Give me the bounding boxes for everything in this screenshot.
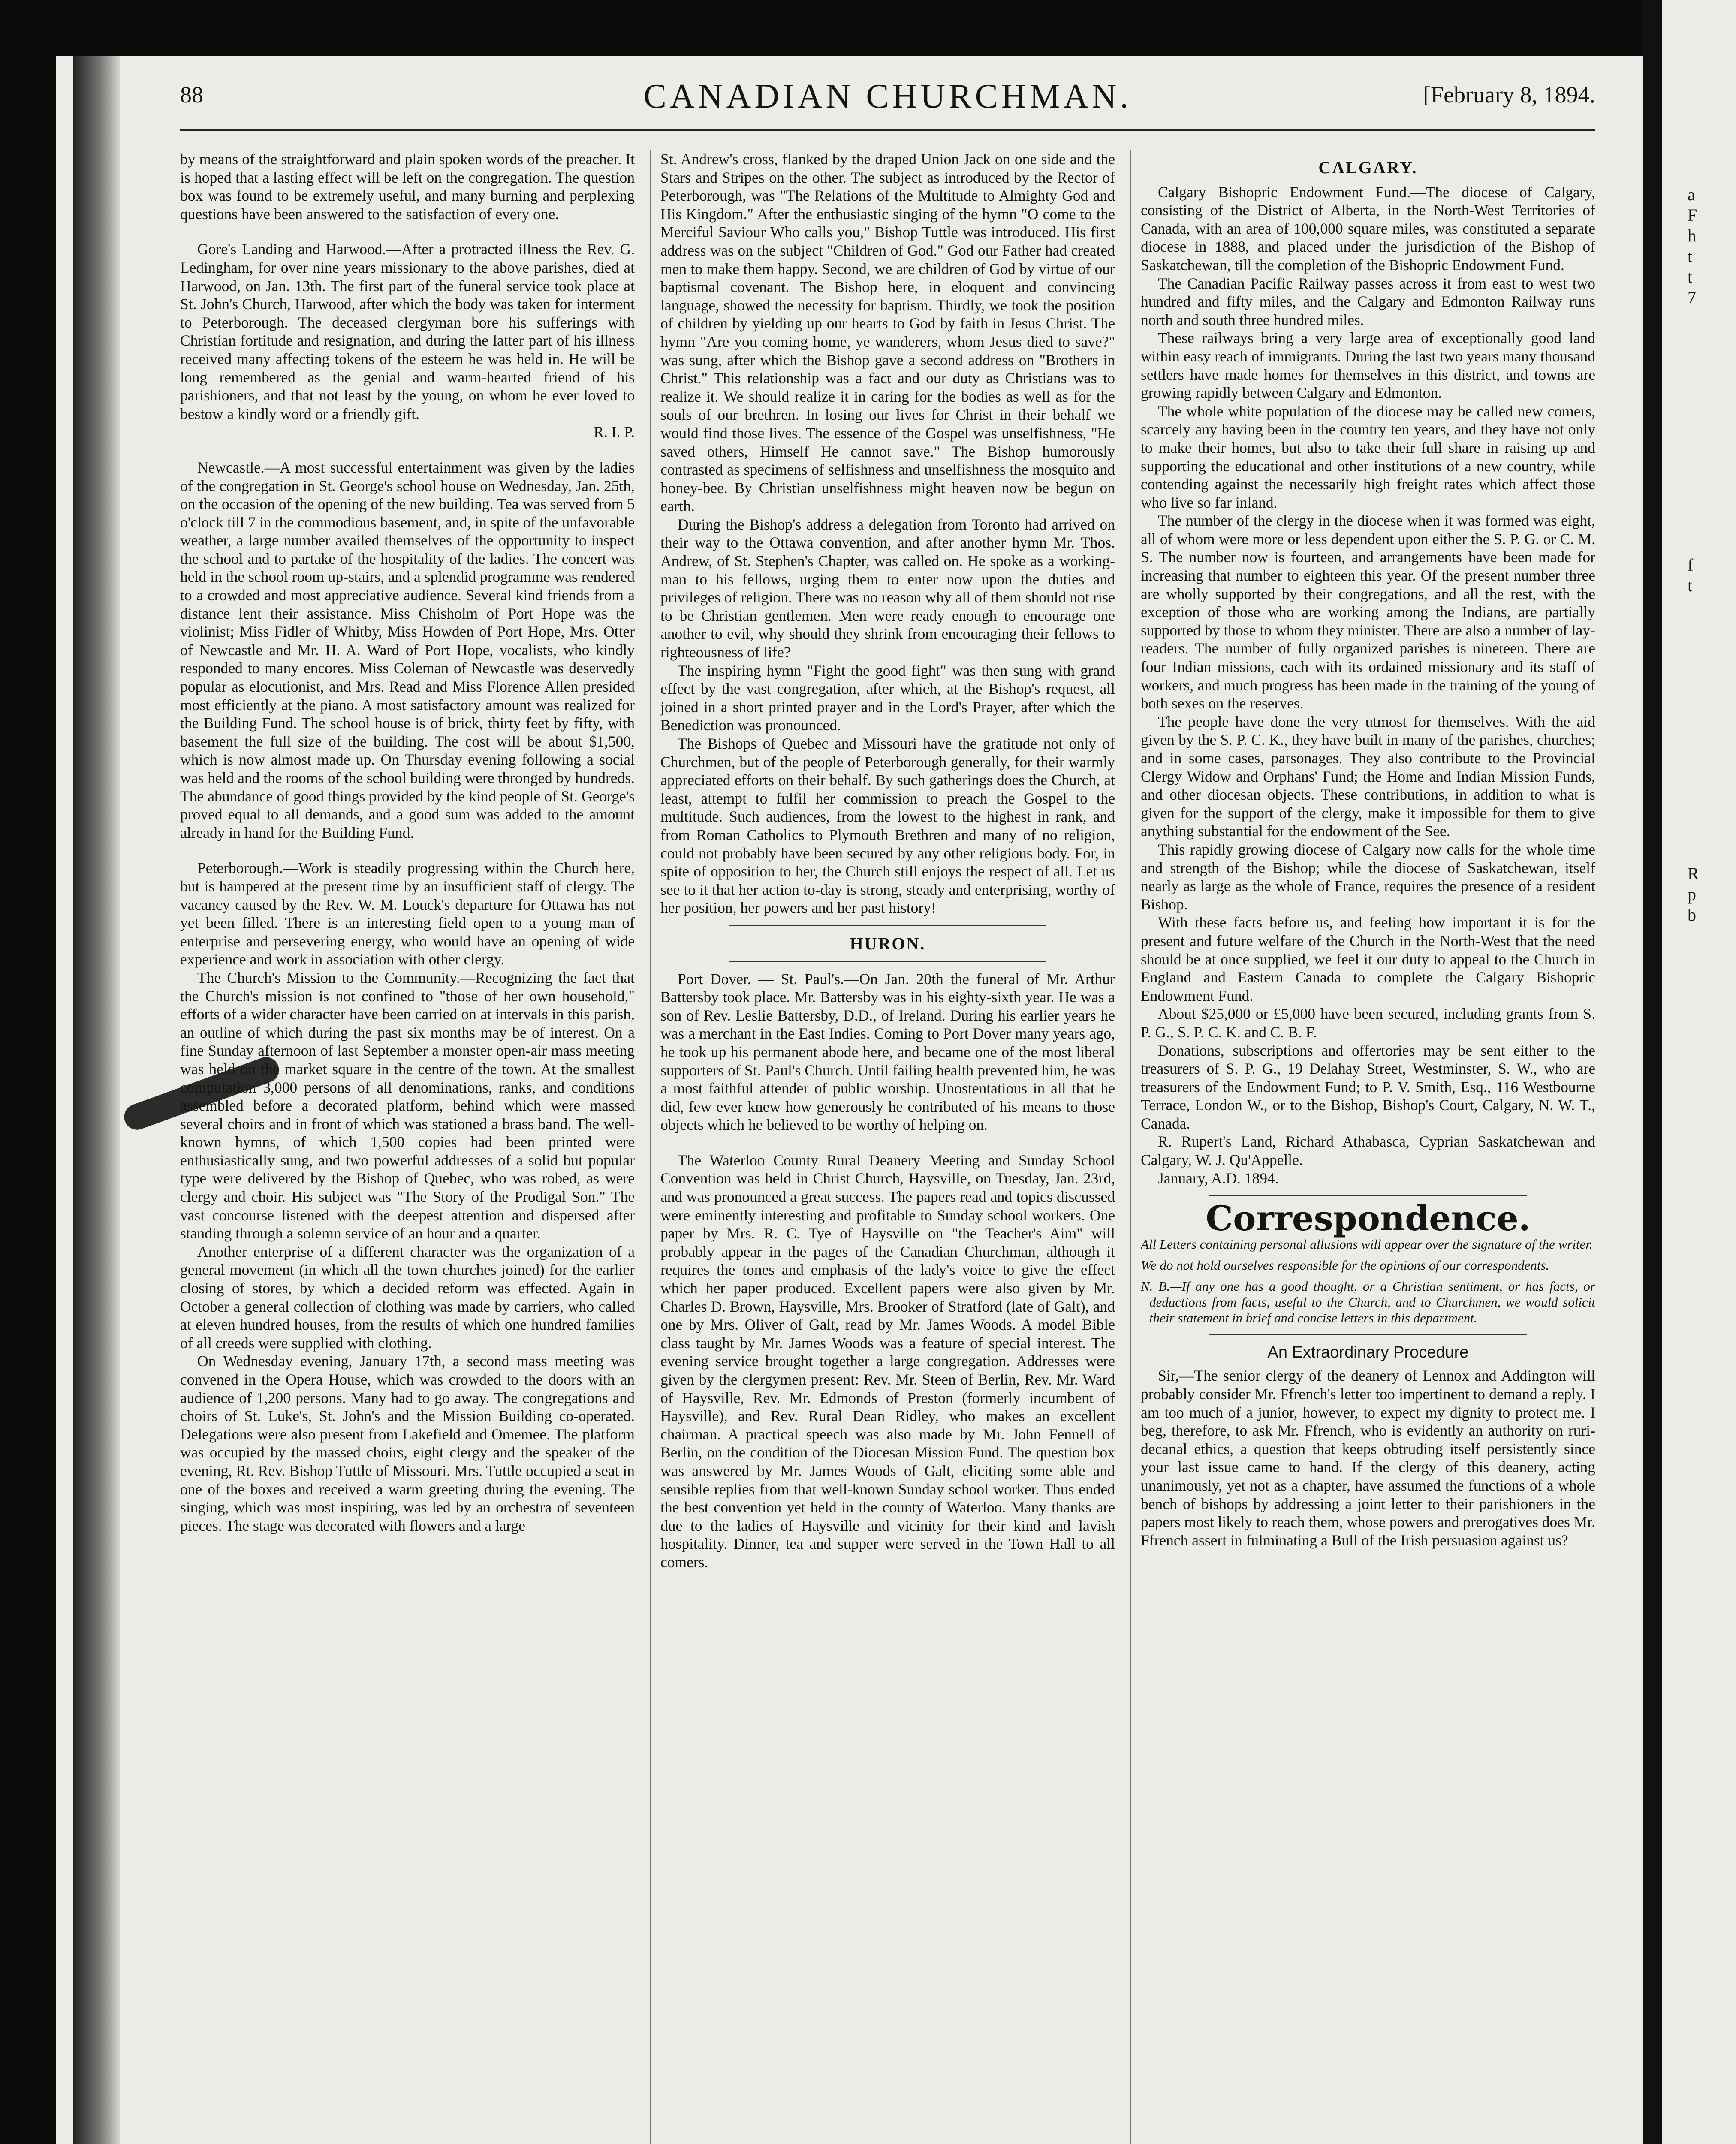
paragraph: The Canadian Pacific Railway passes across it from east to west two hundred and fifty miles, and the Calgary and Edmonton Railway runs north and south three hundred miles. xyxy=(1141,274,1595,328)
paragraph: by means of the straightforward and plain spoken words of the preacher. It is hoped that a lasting effect will be left on the congregation. The question box was found to be extremely useful, and many burning and perplexing questions have been answered to the satisfaction of every one. xyxy=(180,151,635,223)
paragraph: St. Andrew's cross, flanked by the draped Union Jack on one side and the Stars and Stripes on the other. The subject as introduced by the Rector of Peterborough, was "The Relations of the Multitude to Almighty God and His Kingdom." After the enthusiastic singing of the hymn "O come to the Merciful Saviour Who calls you," Bishop Tuttle was introduced. His first address was on the subject "Children of God." God our Father had created men to make them happy. Second, we are children of God by virtue of our baptismal covenant. The Bishop here, in eloquent and convincing language, showed the necessity for baptism. Thirdly, we took the position of children by yielding up our hearts to God by faith in Jesus Christ. The hymn "Are you coming home, ye wanderers, whom Jesus died to save?" was sung, after which the Bishop gave a second address on "Brothers in Christ." This relationship was a fact and our duty as Christians was to realize it. We should realize it in caring for the bodies as well as for the souls of our brethren. In losing our lives for Christ in their behalf we would find those lives. The essence of the Gospel was unselfishness, "He saved others, Himself He cannot save." The Bishop humorously contrasted as specimens of selfishness and unselfishness the mosquito and honey-bee. By Christian unselfishness might heaven now be begun on earth. xyxy=(660,151,1115,515)
article-gores-landing: Gore's Landing and Harwood.—After a protracted illness the Rev. G. Ledingham, for over nine years missionary to the above parishes, died at Harwood, on Jan. 13th. The first part of the funeral service took place at St. John's Church, Harwood, after which the body was taken for interment to Peterborough. The deceased clergyman bore his sufferings with Christian fortitude and resignation, and during the latter part of his illness received many affecting tokens of the esteem he was held in. He will be long remembered as the genial and warm-hearted friend of his parishioners, and that not least by the young, on whom he ever loved to bestow a kindly word or a friendly gift. xyxy=(180,241,635,422)
column-middle xyxy=(660,150,1115,2144)
section-heading-calgary: CALGARY. xyxy=(1318,158,1418,177)
notice: N. B.—If any one has a good thought, or a Christian sentiment, or has facts, or deductions from facts, useful to the Church, and to Churchmen, we would solicit their statement in brief and concise letters in this department. xyxy=(1141,1278,1595,1325)
signatories: R. Rupert's Land, Richard Athabasca, Cyprian Saskatchewan and Calgary, W. J. Qu'Appelle. xyxy=(1141,1133,1595,1169)
paragraph: The whole white population of the diocese may be called new comers, scarcely any having been in the country ten years, and they have not only to make their homes, but also to take their full share in raising up and supporting the educational and other institutions of a new country, while contending against the necessarily high freight rates which affect those who live so far inland. xyxy=(1141,402,1595,511)
notice: We do not hold ourselves responsible for the opinions of our correspondents. xyxy=(1141,1257,1549,1273)
page-header xyxy=(180,73,1595,120)
adjacent-page-text: a F h t t 7 f t R p b xyxy=(1688,185,1699,924)
paragraph: With these facts before us, and feeling how important it is for the present and future welfare of the Church in the North-West that the need should be at once supplied, we feel it our duty to appeal to the Church in England and Eastern Canada to complete the Calgary Bishopric Endowment Fund. xyxy=(1141,914,1595,1004)
column-divider xyxy=(650,150,651,2144)
signature: R. I. P. xyxy=(594,423,635,441)
article-peterborough: Peterborough.—Work is steadily progressing within the Church here, but is hampered at the present time by an insufficient staff of clergy. The vacancy caused by the Rev. W. M. Louck's departure for Ottawa has not yet been filled. There is an interesting field open to a young man of enterprise and persevering energy, who would have an opening of wide experience and work in association with other clergy. xyxy=(180,859,635,968)
paragraph: During the Bishop's address a delegation from Toronto had arrived on their way to the Ottawa convention, and after another hymn Mr. Thos. Andrew, of St. Stephen's Chapter, was called on. He spoke as a working-man to his fellows, urging them to enter now upon the duties and privileges of religion. There was no reason why all of them should not rise to be Christian gentlemen. Men were ready enough to encourage one another to evil, why should they shrink from encouraging their fellows to righteousness of life? xyxy=(660,515,1115,661)
paragraph: Donations, subscriptions and offertories may be sent either to the treasurers of S. P. G., 19 Delahay Street, Westminster, S. W., who are treasurers of the Endowment Fund; to P. V. Smith, Esq., 116 Westbourne Terrace, London W., or to the Bishop, Bishop's Court, Calgary, N. W. T., Canada. xyxy=(1141,1042,1595,1132)
dateline: January, A.D. 1894. xyxy=(1158,1169,1279,1187)
paragraph: Another enterprise of a different character was the organization of a general movement (in which all the town churches joined) for the earlier closing of stores, by which a decided reform was effected. Again in October a general collection of clothing was made by carriers, who called at eleven hundred houses, from the results of which one hundred families of all creeds were supplied with clothing. xyxy=(180,1243,635,1352)
binding-gutter xyxy=(73,56,120,2144)
column-right xyxy=(1141,150,1595,2144)
paragraph: The Church's Mission to the Community.—Recognizing the fact that the Church's mission is not confined to "those of her own household," efforts of a wider character have been carried on at intervals in this parish, an outline of which during the past six months may be of interest. On a fine Sunday afternoon of last September a monster open-air mass meeting was held on the market square in the centre of the town. At the smallest computation 3,000 persons of all denominations, ranks, and conditions assembled before a decorated platform, behind which were massed several choirs and in front of which was stationed a brass band. The well-known hymns, of which 1,500 copies had been printed were enthusiastically sung, and two powerful addresses of a solid but popular type were delivered by the Bishop of Quebec, who was robed, as were clergy and choir. His subject was "The Story of the Prodigal Son." The vast concourse listened with the deepest attention and dispersed after standing through a solemn service of an hour and a quarter. xyxy=(180,969,635,1242)
section-rule xyxy=(729,925,1046,926)
paragraph: On Wednesday evening, January 17th, a second mass meeting was convened in the Opera House, which was crowded to the doors with an audience of 1,200 persons. Many had to go away. The congregations and choirs of St. Luke's, St. John's and the Mission Building co-operated. Delegations were also present from Lakefield and Omemee. The platform was occupied by the massed choirs, eight clergy and the speaker of the evening, Rt. Rev. Bishop Tuttle of Missouri. Mrs. Tuttle occupied a seat in one of the boxes and received a warm greeting during the evening. The singing, which was most inspiring, was led by an orchestra of seventeen pieces. The stage was decorated with flowers and a large xyxy=(180,1352,635,1534)
paragraph: Calgary Bishopric Endowment Fund.—The diocese of Calgary, consisting of the District of Alberta, in the North-West Territories of Canada, with an area of 100,000 square miles, was constituted a separate diocese in 1888, and placed under the jurisdiction of the Bishop of Saskatchewan, till the completion of the Bishopric Endowment Fund. xyxy=(1141,183,1595,274)
letter-body: Sir,—The senior clergy of the deanery of Lennox and Addington will probably consider Mr. Ffrench's letter too impertinent to demand a reply. I am too much of a junior, however, to expect my dignity to protect me. I beg, therefore, to ask Mr. Ffrench, who is evidently an authority on ruri-decanal ethics, a question that keeps obtruding itself persistently since your last issue came to hand. If the clergy of this deanery, acting unanimously, yet not as a chapter, have assumed the functions of a whole bench of bishops by addressing a joint letter to their parishioners in the papers most likely to reach them, whose powers and prerogatives does Mr. Ffrench assert in fulminating a Bull of the Irish persuasion against us? xyxy=(1141,1367,1595,1549)
paragraph: These railways bring a very large area of exceptionally good land within easy reach of immigrants. During the last two years many thousand settlers have made homes for themselves in this district, and towns are growing rapidly between Calgary and Edmonton. xyxy=(1141,329,1595,402)
page-edge-shadow xyxy=(1643,0,1662,2144)
paragraph: About $25,000 or £5,000 have been secured, including grants from S. P. G., S. P. C. K. and C. B. F. xyxy=(1141,1005,1595,1041)
header-rule xyxy=(180,129,1595,131)
article-newcastle: Newcastle.—A most successful entertainment was given by the ladies of the congregation in St. George's school house on Wednesday, Jan. 25th, on the occasion of the opening of the new building. Tea was served from 5 o'clock till 7 in the commodious basement, and, in spite of the unfavorable weather, a large number availed themselves of the opportunity to inspect the school and to partake of the hospitality of the ladies. The concert was held in the school room up-stairs, and a splendid programme was rendered to a crowded and most appreciative audience. Several kind friends from a distance lent their assistance. Miss Chisholm of Port Hope was the violinist; Miss Fidler of Whitby, Miss Howden of Port Hope, Mrs. Otter of Newcastle and Mr. H. A. Ward of Port Hope, vocalists, who kindly responded to many encores. Miss Coleman of Newcastle was deservedly popular as elocutionist, and Mrs. Read and Miss Florence Allen presided most efficiently at the piano. A most satisfactory amount was realized for the Building Fund. The school house is of brick, thirty feet by fifty, with basement the full size of the building. The cost will be about $1,500, which is now almost made up. On Thursday evening following a social was held and the rooms of the school building were thronged by hundreds. The abundance of good things provided by the kind people of St. George's proved equal to all demands, and a good sum was added to the amount already in hand for the Building Fund. xyxy=(180,458,635,841)
section-rule xyxy=(729,961,1046,962)
correspondence-heading: Correspondence. xyxy=(1206,1198,1531,1239)
section-rule xyxy=(1209,1334,1527,1335)
page-number: 88 xyxy=(180,82,203,108)
paragraph: The number of the clergy in the diocese when it was formed was eight, all of whom were more or less dependent upon either the S. P. G. or C. M. S. The number now is fourteen, and arrangements have been made for increasing that number to eighteen this year. Of the present number three are wholly supported by their congregations, and all the rest, with the exception of those who are working among the Indians, are partially supported by those to whom they minister. There are also a number of lay-readers. The number of fully organized parishes is nineteen. There are four Indian missions, each with its ordained missionary and its staff of workers, and much progress has been made in the training of the young of both sexes on the reserves. xyxy=(1141,512,1595,712)
column-left xyxy=(180,150,635,2144)
article-port-dover: Port Dover. — St. Paul's.—On Jan. 20th the funeral of Mr. Arthur Battersby took place. Mr. Battersby was in his eighty-sixth year. He was a son of Rev. Leslie Battersby, D.D., of Ireland. During his earlier years he was a merchant in the East Indies. Coming to Port Dover many years ago, he took up his permanent abode here, and became one of the most liberal supporters of St. Paul's Church. Until failing health prevented him, he was a most faithful attender of public worship. Unostentatious in all that he did, few ever knew how generously he contributed of his means to those objects which he believed to be worthy of helping on. xyxy=(660,970,1115,1134)
column-divider xyxy=(1130,150,1131,2144)
article-waterloo: The Waterloo County Rural Deanery Meeting and Sunday School Convention was held in Christ Church, Haysville, on Tuesday, Jan. 23rd, and was pronounced a great success. The papers read and topics discussed were eminently interesting and profitable to Sunday school workers. One paper by Mrs. R. C. Tye of Haysville on "the Teacher's Aim" will probably appear in the pages of the Canadian Churchman, although it requires the tones and emphasis of the lady's voice to give the effect which her paper produced. Excellent papers were also given by Mr. Charles D. Brown, Haysville, Mrs. Brooker of Stratford (late of Galt), and one by Mrs. Oliver of Galt, read by Mr. James Woods. A model Bible class taught by Mr. James Woods was a feature of special interest. The evening service brought together a large congregation. Addresses were given by the clergymen present: Rev. Mr. Steen of Berlin, Rev. Mr. Ward of Haysville, Rev. Mr. Edmonds of Preston (formerly incumbent of Haysville), and Rev. Rural Dean Ridley, who makes an excellent chairman. A practical speech was also made by Mr. John Fennell of Berlin, on the condition of the Diocesan Mission Fund. The question box was answered by Mr. James Woods of Galt, eliciting some able and sensible replies from that well-known Sunday school worker. Thus ended the best convention yet held in the county of Waterloo. Many thanks are due to the ladies of Haysville and vicinity for their kind and lavish hospitality. Dinner, tea and supper were served in the Town Hall to all comers. xyxy=(660,1151,1115,1571)
paragraph: The Bishops of Quebec and Missouri have the gratitude not only of Churchmen, but of the people of Peterborough generally, for their warmly appreciated efforts on their behalf. By such gatherings does the Church, at least, attempt to fulfil her commission to preach the Gospel to the multitude. Such audiences, from the lowest to the highest in rank, and from Roman Catholics to Plymouth Brethren and many of no religion, could not probably have been secured by any other religious body. For, in spite of opposition to her, the Church still enjoys the respect of all. Let us see to it that her action to-day is strong, steady and enterprising, worthy of her position, her powers and her past history! xyxy=(660,735,1115,917)
masthead-title: CANADIAN CHURCHMAN. xyxy=(643,78,1132,115)
section-rule xyxy=(1209,1195,1527,1196)
paragraph: This rapidly growing diocese of Calgary now calls for the whole time and strength of the Bishop; while the diocese of Saskatchewan, itself nearly as large as the whole of France, requires the presence of a resident Bishop. xyxy=(1141,840,1595,913)
adjacent-page-edge xyxy=(1662,0,1736,2144)
issue-date: [February 8, 1894. xyxy=(1423,82,1595,108)
paragraph: The inspiring hymn "Fight the good fight" was then sung with grand effect by the vast congregation, after which, at the Bishop's request, all joined in a short printed prayer and in the Lord's Prayer, after which the Benediction was pronounced. xyxy=(660,662,1115,734)
paragraph: The people have done the very utmost for themselves. With the aid given by the S. P. C. K., they have built in many of the parishes, churches; and in some cases, parsonages. They also contribute to the Provincial Clergy Widow and Orphans' Fund; the Home and Indian Mission Funds, and other diocesan objects. These contributions, in addition to what is given for the support of the clergy, make it impossible for them to give anything substantial for the endowment of the See. xyxy=(1141,713,1595,840)
letter-heading: An Extraordinary Procedure xyxy=(1267,1343,1469,1361)
notice: All Letters containing personal allusions will appear over the signature of the writer. xyxy=(1141,1236,1593,1252)
section-heading-huron: HURON. xyxy=(850,933,926,953)
